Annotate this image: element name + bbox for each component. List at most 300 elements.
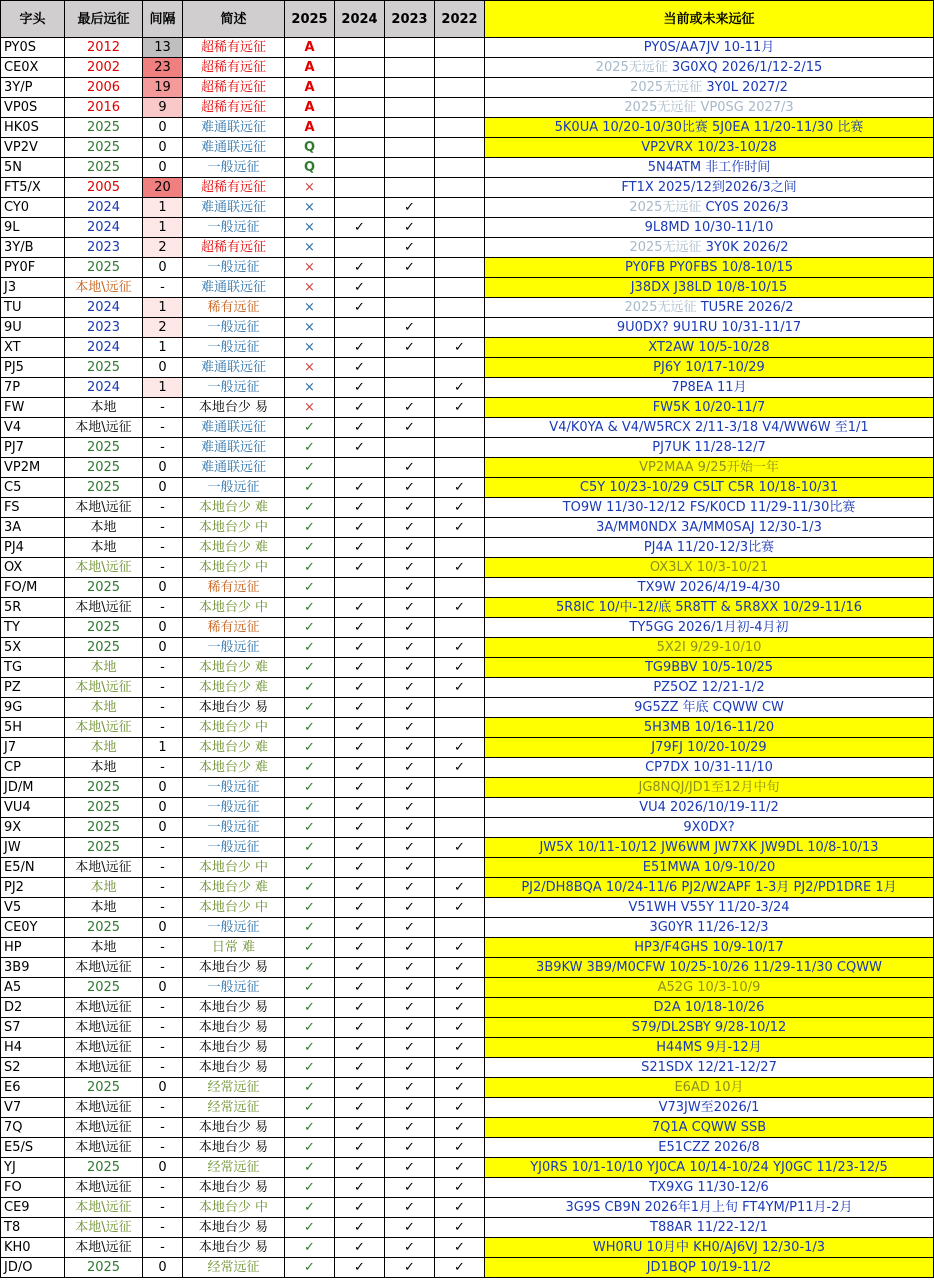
status-2022-cell: ✓ bbox=[435, 1038, 485, 1058]
status-2023-cell: ✓ bbox=[385, 218, 435, 238]
table-row bbox=[1, 218, 934, 238]
prefix-cell: OX bbox=[1, 558, 65, 578]
last-dx-cell: 本地\远征 bbox=[65, 1238, 143, 1258]
summary-cell: 本地台少 难 bbox=[183, 538, 285, 558]
status-2023-cell: ✓ bbox=[385, 1218, 435, 1238]
status-2024-cell: ✓ bbox=[335, 838, 385, 858]
gap-cell: - bbox=[143, 278, 183, 298]
status-2024-cell: ✓ bbox=[335, 738, 385, 758]
header-2022: 2022 bbox=[435, 1, 485, 38]
note-text: 9G5ZZ 年底 CQWW CW bbox=[634, 700, 784, 715]
prefix-cell: 5R bbox=[1, 598, 65, 618]
table-row bbox=[1, 238, 934, 258]
prefix-cell: V5 bbox=[1, 898, 65, 918]
table-row bbox=[1, 898, 934, 918]
status-2023-cell: ✓ bbox=[385, 698, 435, 718]
note-text: A52G 10/3-10/9 bbox=[657, 980, 761, 995]
note-text: 5X2I 9/29-10/10 bbox=[656, 640, 762, 655]
status-2022-cell: ✓ bbox=[435, 1258, 485, 1278]
prefix-cell: VU4 bbox=[1, 798, 65, 818]
last-dx-cell: 2025 bbox=[65, 778, 143, 798]
status-2024-cell: ✓ bbox=[335, 338, 385, 358]
status-2022-cell: ✓ bbox=[435, 998, 485, 1018]
table-row bbox=[1, 178, 934, 198]
current-future-cell bbox=[485, 918, 934, 938]
gap-cell: - bbox=[143, 398, 183, 418]
summary-cell: 一般远征 bbox=[183, 818, 285, 838]
status-2022-cell bbox=[435, 98, 485, 118]
note-text: TO9W 11/30-12/12 FS/K0CD 11/29-11/30比赛 bbox=[562, 500, 856, 515]
summary-cell: 本地台少 中 bbox=[183, 558, 285, 578]
gap-cell: - bbox=[143, 938, 183, 958]
status-2024-cell: ✓ bbox=[335, 798, 385, 818]
last-dx-cell: 本地 bbox=[65, 738, 143, 758]
prefix-cell: CP bbox=[1, 758, 65, 778]
gap-cell: - bbox=[143, 558, 183, 578]
current-future-cell bbox=[485, 298, 934, 318]
status-2024-cell bbox=[335, 318, 385, 338]
status-2023-cell: ✓ bbox=[385, 898, 435, 918]
last-dx-cell: 2023 bbox=[65, 238, 143, 258]
status-2024-cell bbox=[335, 178, 385, 198]
table-row bbox=[1, 378, 934, 398]
current-future-cell bbox=[485, 958, 934, 978]
summary-cell: 本地台少 易 bbox=[183, 1118, 285, 1138]
prefix-cell: V7 bbox=[1, 1098, 65, 1118]
last-dx-cell: 2025 bbox=[65, 1078, 143, 1098]
last-dx-cell: 2025 bbox=[65, 478, 143, 498]
status-2022-cell: ✓ bbox=[435, 638, 485, 658]
status-2025-cell: ✓ bbox=[285, 898, 335, 918]
status-2024-cell: ✓ bbox=[335, 378, 385, 398]
gap-cell: - bbox=[143, 898, 183, 918]
last-dx-cell: 2006 bbox=[65, 78, 143, 98]
status-2024-cell: ✓ bbox=[335, 898, 385, 918]
status-2024-cell: ✓ bbox=[335, 1198, 385, 1218]
status-2023-cell: ✓ bbox=[385, 318, 435, 338]
status-2025-cell: × bbox=[285, 218, 335, 238]
status-2024-cell: ✓ bbox=[335, 918, 385, 938]
table-row bbox=[1, 298, 934, 318]
summary-cell: 超稀有远征 bbox=[183, 38, 285, 58]
status-2025-cell: ✓ bbox=[285, 1158, 335, 1178]
current-future-cell bbox=[485, 1078, 934, 1098]
status-2025-cell: ✓ bbox=[285, 958, 335, 978]
gap-cell: 1 bbox=[143, 378, 183, 398]
status-2023-cell: ✓ bbox=[385, 638, 435, 658]
status-2022-cell bbox=[435, 698, 485, 718]
current-future-cell bbox=[485, 998, 934, 1018]
status-2024-cell: ✓ bbox=[335, 418, 385, 438]
note-text: 3G0XQ 2026/1/12-2/15 bbox=[671, 60, 823, 75]
current-future-cell bbox=[485, 478, 934, 498]
table-row bbox=[1, 98, 934, 118]
current-future-cell bbox=[485, 38, 934, 58]
current-future-cell bbox=[485, 1098, 934, 1118]
status-2022-cell bbox=[435, 118, 485, 138]
status-2023-cell bbox=[385, 98, 435, 118]
prefix-cell: FO bbox=[1, 1178, 65, 1198]
last-dx-cell: 本地 bbox=[65, 878, 143, 898]
status-2025-cell: A bbox=[285, 38, 335, 58]
current-future-cell bbox=[485, 1118, 934, 1138]
current-future-cell bbox=[485, 578, 934, 598]
prefix-cell: H4 bbox=[1, 1038, 65, 1058]
status-2022-cell bbox=[435, 58, 485, 78]
prefix-cell: J7 bbox=[1, 738, 65, 758]
note-text: JD1BQP 10/19-11/2 bbox=[646, 1260, 772, 1275]
status-2023-cell bbox=[385, 438, 435, 458]
gap-cell: - bbox=[143, 838, 183, 858]
summary-cell: 本地台少 难 bbox=[183, 498, 285, 518]
status-2023-cell: ✓ bbox=[385, 758, 435, 778]
status-2024-cell: ✓ bbox=[335, 538, 385, 558]
status-2024-cell: ✓ bbox=[335, 598, 385, 618]
prefix-cell: 9L bbox=[1, 218, 65, 238]
status-2023-cell: ✓ bbox=[385, 458, 435, 478]
status-2025-cell: × bbox=[285, 318, 335, 338]
gap-cell: - bbox=[143, 598, 183, 618]
status-2023-cell: ✓ bbox=[385, 418, 435, 438]
current-future-cell bbox=[485, 498, 934, 518]
table-row bbox=[1, 1158, 934, 1178]
table-row bbox=[1, 158, 934, 178]
prefix-cell: 5H bbox=[1, 718, 65, 738]
prefix-cell: TG bbox=[1, 658, 65, 678]
last-dx-cell: 本地\远征 bbox=[65, 1198, 143, 1218]
status-2022-cell: ✓ bbox=[435, 1018, 485, 1038]
summary-cell: 本地台少 易 bbox=[183, 1038, 285, 1058]
current-future-cell bbox=[485, 418, 934, 438]
status-2025-cell: A bbox=[285, 98, 335, 118]
status-2022-cell bbox=[435, 918, 485, 938]
last-dx-cell: 2025 bbox=[65, 918, 143, 938]
summary-cell: 本地台少 易 bbox=[183, 1058, 285, 1078]
prefix-cell: 3Y/B bbox=[1, 238, 65, 258]
note-text: 9L8MD 10/30-11/10 bbox=[644, 220, 774, 235]
status-2022-cell: ✓ bbox=[435, 658, 485, 678]
gap-cell: - bbox=[143, 698, 183, 718]
status-2024-cell: ✓ bbox=[335, 978, 385, 998]
status-2025-cell: ✓ bbox=[285, 1258, 335, 1278]
gap-cell: 1 bbox=[143, 738, 183, 758]
prefix-cell: CE0Y bbox=[1, 918, 65, 938]
status-2022-cell bbox=[435, 778, 485, 798]
last-dx-cell: 本地\远征 bbox=[65, 1118, 143, 1138]
last-dx-cell: 本地 bbox=[65, 758, 143, 778]
status-2023-cell: ✓ bbox=[385, 518, 435, 538]
status-2023-cell bbox=[385, 178, 435, 198]
prefix-cell: D2 bbox=[1, 998, 65, 1018]
table-row bbox=[1, 258, 934, 278]
summary-cell: 难通联远征 bbox=[183, 118, 285, 138]
note-text: PZ5OZ 12/21-1/2 bbox=[653, 680, 765, 695]
table-row bbox=[1, 318, 934, 338]
current-future-cell bbox=[485, 878, 934, 898]
status-2024-cell: ✓ bbox=[335, 958, 385, 978]
status-2024-cell: ✓ bbox=[335, 358, 385, 378]
prefix-cell: KH0 bbox=[1, 1238, 65, 1258]
status-2023-cell: ✓ bbox=[385, 258, 435, 278]
current-future-cell bbox=[485, 238, 934, 258]
note-text: D2A 10/18-10/26 bbox=[653, 1000, 765, 1015]
gap-cell: 2 bbox=[143, 238, 183, 258]
gap-cell: 1 bbox=[143, 198, 183, 218]
gap-cell: - bbox=[143, 498, 183, 518]
last-dx-cell: 2005 bbox=[65, 178, 143, 198]
status-2022-cell bbox=[435, 158, 485, 178]
status-2025-cell: ✓ bbox=[285, 1098, 335, 1118]
status-2022-cell bbox=[435, 818, 485, 838]
prefix-cell: 7P bbox=[1, 378, 65, 398]
status-2023-cell: ✓ bbox=[385, 958, 435, 978]
status-2023-cell: ✓ bbox=[385, 978, 435, 998]
summary-cell: 本地台少 中 bbox=[183, 858, 285, 878]
status-2025-cell: Q bbox=[285, 138, 335, 158]
table-row bbox=[1, 498, 934, 518]
current-future-cell bbox=[485, 178, 934, 198]
prefix-cell: HK0S bbox=[1, 118, 65, 138]
summary-cell: 难通联远征 bbox=[183, 198, 285, 218]
status-2023-cell: ✓ bbox=[385, 1018, 435, 1038]
table-row bbox=[1, 1258, 934, 1278]
gap-cell: 0 bbox=[143, 458, 183, 478]
summary-cell: 一般远征 bbox=[183, 478, 285, 498]
status-2023-cell: ✓ bbox=[385, 1198, 435, 1218]
current-future-cell bbox=[485, 398, 934, 418]
last-dx-cell: 本地\远征 bbox=[65, 498, 143, 518]
note-text: TY5GG 2026/1月初-4月初 bbox=[629, 620, 789, 635]
current-future-cell bbox=[485, 318, 934, 338]
table-row bbox=[1, 398, 934, 418]
status-2025-cell: ✓ bbox=[285, 458, 335, 478]
status-2023-cell: ✓ bbox=[385, 238, 435, 258]
prefix-cell: HP bbox=[1, 938, 65, 958]
note-text: JW5X 10/11-10/12 JW6WM JW7XK JW9DL 10/8-10/13 bbox=[539, 840, 879, 855]
prefix-cell: E5/N bbox=[1, 858, 65, 878]
prefix-cell: PJ5 bbox=[1, 358, 65, 378]
status-2023-cell: ✓ bbox=[385, 1098, 435, 1118]
status-2022-cell bbox=[435, 298, 485, 318]
prefix-cell: JW bbox=[1, 838, 65, 858]
status-2022-cell: ✓ bbox=[435, 1178, 485, 1198]
status-2023-cell: ✓ bbox=[385, 338, 435, 358]
status-2024-cell: ✓ bbox=[335, 1098, 385, 1118]
status-2025-cell: ✓ bbox=[285, 1078, 335, 1098]
status-2023-cell: ✓ bbox=[385, 1078, 435, 1098]
summary-cell: 难通联远征 bbox=[183, 278, 285, 298]
status-2024-cell: ✓ bbox=[335, 1238, 385, 1258]
status-2024-cell bbox=[335, 78, 385, 98]
summary-cell: 本地台少 难 bbox=[183, 678, 285, 698]
status-2022-cell: ✓ bbox=[435, 1198, 485, 1218]
status-2025-cell: ✓ bbox=[285, 518, 335, 538]
gap-cell: 20 bbox=[143, 178, 183, 198]
current-future-cell bbox=[485, 218, 934, 238]
status-2025-cell: × bbox=[285, 178, 335, 198]
last-dx-cell: 本地\远征 bbox=[65, 998, 143, 1018]
table-row bbox=[1, 738, 934, 758]
status-2024-cell bbox=[335, 98, 385, 118]
note-text: VP0SG 2027/3 bbox=[700, 100, 794, 115]
gap-cell: - bbox=[143, 1198, 183, 1218]
note-text: VP2MAA 9/25开始一年 bbox=[639, 460, 779, 475]
last-dx-cell: 2025 bbox=[65, 1158, 143, 1178]
last-dx-cell: 本地\远征 bbox=[65, 1098, 143, 1118]
summary-cell: 本地台少 难 bbox=[183, 758, 285, 778]
prefix-cell: CE9 bbox=[1, 1198, 65, 1218]
prefix-cell: FS bbox=[1, 498, 65, 518]
table-row bbox=[1, 138, 934, 158]
status-2025-cell: ✓ bbox=[285, 798, 335, 818]
status-2023-cell bbox=[385, 118, 435, 138]
table-row bbox=[1, 798, 934, 818]
status-2024-cell bbox=[335, 198, 385, 218]
table-row bbox=[1, 338, 934, 358]
status-2025-cell: ✓ bbox=[285, 1238, 335, 1258]
last-dx-cell: 本地\远征 bbox=[65, 1178, 143, 1198]
note-text: 3Y0L 2027/2 bbox=[706, 80, 788, 95]
note-text: TX9W 2026/4/19-4/30 bbox=[637, 580, 781, 595]
status-2023-cell: ✓ bbox=[385, 1058, 435, 1078]
status-2024-cell bbox=[335, 158, 385, 178]
summary-cell: 本地台少 易 bbox=[183, 1218, 285, 1238]
last-dx-cell: 本地\远征 bbox=[65, 1038, 143, 1058]
status-2022-cell: ✓ bbox=[435, 338, 485, 358]
status-2022-cell: ✓ bbox=[435, 1238, 485, 1258]
last-dx-cell: 本地\远征 bbox=[65, 1218, 143, 1238]
gap-cell: 2 bbox=[143, 318, 183, 338]
prefix-cell: FW bbox=[1, 398, 65, 418]
last-dx-cell: 本地\远征 bbox=[65, 1138, 143, 1158]
gap-cell: 0 bbox=[143, 158, 183, 178]
status-2022-cell: ✓ bbox=[435, 978, 485, 998]
current-future-cell bbox=[485, 278, 934, 298]
current-future-cell bbox=[485, 818, 934, 838]
status-2025-cell: A bbox=[285, 118, 335, 138]
last-dx-cell: 本地\远征 bbox=[65, 1018, 143, 1038]
table-row bbox=[1, 1238, 934, 1258]
note-text: 5H3MB 10/16-11/20 bbox=[643, 720, 775, 735]
status-2022-cell bbox=[435, 198, 485, 218]
current-future-cell bbox=[485, 738, 934, 758]
summary-cell: 一般远征 bbox=[183, 918, 285, 938]
prefix-cell: PJ7 bbox=[1, 438, 65, 458]
status-2023-cell: ✓ bbox=[385, 738, 435, 758]
note-text: VP2VRX 10/23-10/28 bbox=[641, 140, 777, 155]
table-row bbox=[1, 718, 934, 738]
last-dx-cell: 2024 bbox=[65, 218, 143, 238]
status-2023-cell bbox=[385, 278, 435, 298]
prefix-cell: J3 bbox=[1, 278, 65, 298]
status-2022-cell: ✓ bbox=[435, 1098, 485, 1118]
note-text: 5R8IC 10/中-12/底 5R8TT & 5R8XX 10/29-11/16 bbox=[555, 600, 863, 615]
gap-cell: 0 bbox=[143, 638, 183, 658]
status-2023-cell: ✓ bbox=[385, 538, 435, 558]
note-text: VU4 2026/10/19-11/2 bbox=[639, 800, 779, 815]
status-2022-cell bbox=[435, 438, 485, 458]
last-dx-cell: 2025 bbox=[65, 798, 143, 818]
header-gap: 间隔 bbox=[143, 1, 183, 38]
last-dx-cell: 2025 bbox=[65, 358, 143, 378]
status-2024-cell: ✓ bbox=[335, 218, 385, 238]
summary-cell: 经常远征 bbox=[183, 1158, 285, 1178]
prefix-cell: PJ2 bbox=[1, 878, 65, 898]
summary-cell: 本地台少 中 bbox=[183, 898, 285, 918]
gap-cell: 0 bbox=[143, 818, 183, 838]
note-text: PY0FB PY0FBS 10/8-10/15 bbox=[625, 260, 793, 275]
gap-cell: - bbox=[143, 1238, 183, 1258]
prefix-cell: TY bbox=[1, 618, 65, 638]
status-2024-cell: ✓ bbox=[335, 1058, 385, 1078]
current-future-cell bbox=[485, 98, 934, 118]
summary-cell: 一般远征 bbox=[183, 318, 285, 338]
gap-cell: - bbox=[143, 538, 183, 558]
current-future-cell bbox=[485, 158, 934, 178]
summary-cell: 一般远征 bbox=[183, 258, 285, 278]
gap-cell: - bbox=[143, 718, 183, 738]
note-text: TG9BBV 10/5-10/25 bbox=[644, 660, 774, 675]
status-2024-cell: ✓ bbox=[335, 258, 385, 278]
last-dx-cell: 2025 bbox=[65, 258, 143, 278]
status-2022-cell: ✓ bbox=[435, 1158, 485, 1178]
status-2025-cell: ✓ bbox=[285, 738, 335, 758]
status-2024-cell: ✓ bbox=[335, 678, 385, 698]
last-dx-cell: 本地\远征 bbox=[65, 418, 143, 438]
table-row bbox=[1, 938, 934, 958]
table-row bbox=[1, 878, 934, 898]
prefix-cell: PY0F bbox=[1, 258, 65, 278]
current-future-cell bbox=[485, 58, 934, 78]
status-2023-cell bbox=[385, 38, 435, 58]
last-dx-cell: 本地\远征 bbox=[65, 858, 143, 878]
status-2023-cell bbox=[385, 78, 435, 98]
table-row bbox=[1, 1178, 934, 1198]
status-2025-cell: ✓ bbox=[285, 498, 335, 518]
summary-cell: 超稀有远征 bbox=[183, 58, 285, 78]
status-2023-cell: ✓ bbox=[385, 678, 435, 698]
last-dx-cell: 本地\远征 bbox=[65, 1058, 143, 1078]
status-2022-cell: ✓ bbox=[435, 598, 485, 618]
status-2022-cell: ✓ bbox=[435, 878, 485, 898]
current-future-cell bbox=[485, 978, 934, 998]
last-dx-cell: 本地 bbox=[65, 538, 143, 558]
note-text: J79FJ 10/20-10/29 bbox=[651, 740, 767, 755]
status-2023-cell bbox=[385, 138, 435, 158]
header-prefix: 字头 bbox=[1, 1, 65, 38]
table-row bbox=[1, 1078, 934, 1098]
table-row bbox=[1, 838, 934, 858]
status-2025-cell: ✓ bbox=[285, 638, 335, 658]
status-2025-cell: ✓ bbox=[285, 918, 335, 938]
status-2022-cell: ✓ bbox=[435, 1078, 485, 1098]
status-2024-cell: ✓ bbox=[335, 478, 385, 498]
last-dx-cell: 2025 bbox=[65, 158, 143, 178]
status-2022-cell bbox=[435, 618, 485, 638]
table-row bbox=[1, 198, 934, 218]
table-row bbox=[1, 438, 934, 458]
summary-cell: 本地台少 中 bbox=[183, 1198, 285, 1218]
gap-cell: 0 bbox=[143, 478, 183, 498]
status-2025-cell: ✓ bbox=[285, 418, 335, 438]
table-row bbox=[1, 958, 934, 978]
note-text: V73JW至2026/1 bbox=[658, 1100, 760, 1115]
status-2023-cell bbox=[385, 58, 435, 78]
gap-cell: - bbox=[143, 1018, 183, 1038]
gap-cell: 23 bbox=[143, 58, 183, 78]
table-row bbox=[1, 278, 934, 298]
current-future-cell bbox=[485, 598, 934, 618]
